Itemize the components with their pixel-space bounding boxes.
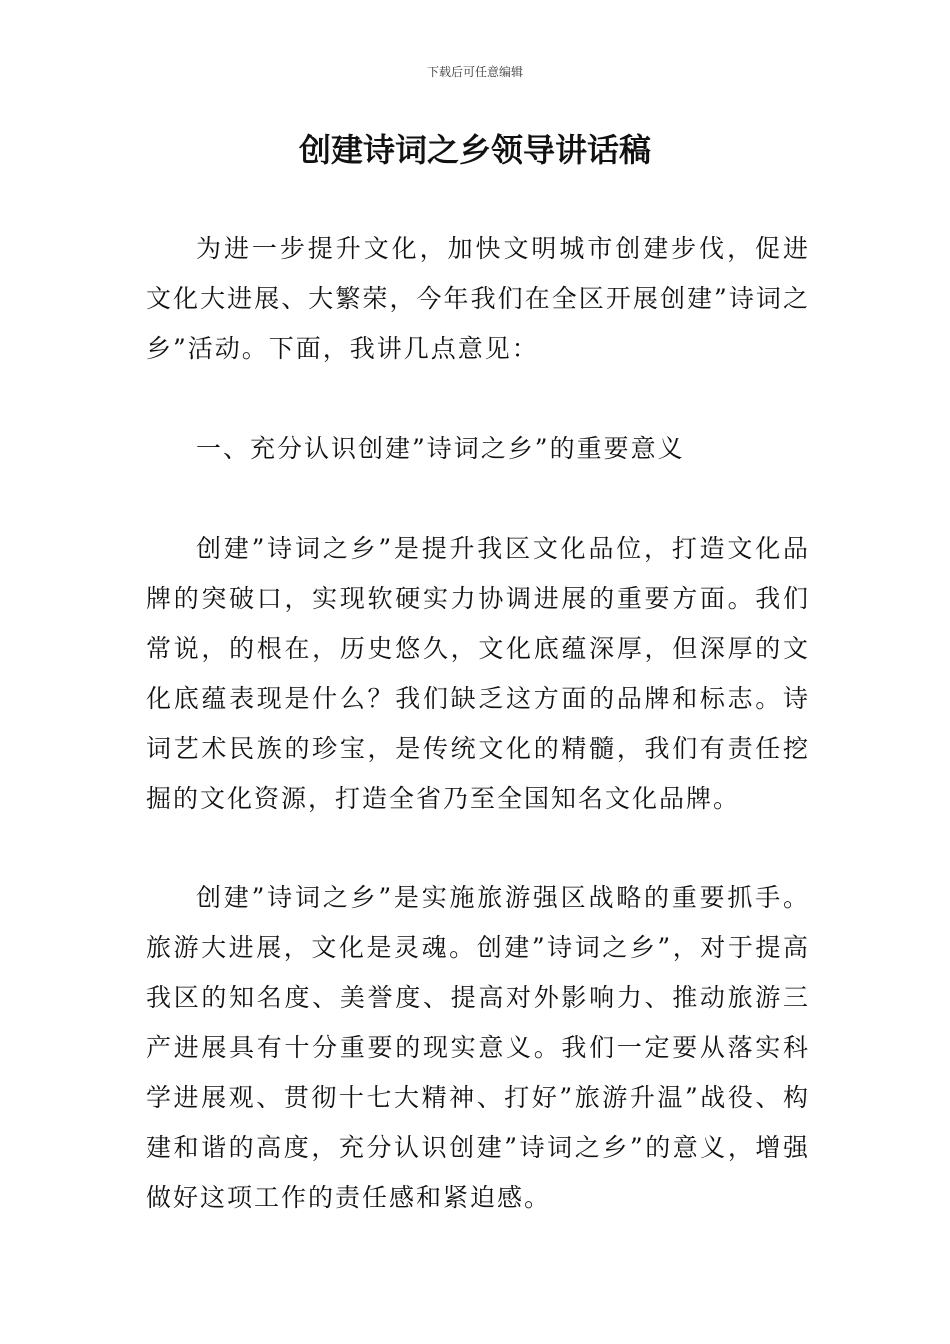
section-heading-1: 一、充分认识创建”诗词之乡”的重要意义 [196, 434, 685, 463]
header-note: 下载后可任意编辑 [426, 65, 523, 79]
paragraph-intro: 为进一步提升文化，加快文明城市创建步伐，促进文化大进展、大繁荣，今年我们在全区开展创建”诗词之乡”活动。下面，我讲几点意见： [146, 234, 810, 363]
paragraph-significance-brand: 创建”诗词之乡”是提升我区文化品位，打造文化品牌的突破口，实现软硬实力协调进展的重要方面。我们常说，的根在，历史悠久，文化底蕴深厚，但深厚的文化底蕴表现是什么？我们缺乏这方面的品牌和标志。诗词艺术民族的珍宝，是传统文化的精髓，我们有责任挖掘的文化资源，打造全省乃至全国知名文化品牌。 [146, 534, 810, 813]
paragraph-significance-tourism: 创建”诗词之乡”是实施旅游强区战略的重要抓手。旅游大进展，文化是灵魂。创建”诗词之乡”，对于提高我区的知名度、美誉度、提高对外影响力、推动旅游三产进展具有十分重要的现实意义。我们一定要从落实科学进展观、贯彻十七大精神、打好”旅游升温”战役、构建和谐的高度，充分认识创建”诗词之乡”的意义，增强做好这项工作的责任感和紧迫感。 [146, 883, 810, 1212]
document-title: 创建诗词之乡领导讲话稿 [298, 131, 651, 169]
